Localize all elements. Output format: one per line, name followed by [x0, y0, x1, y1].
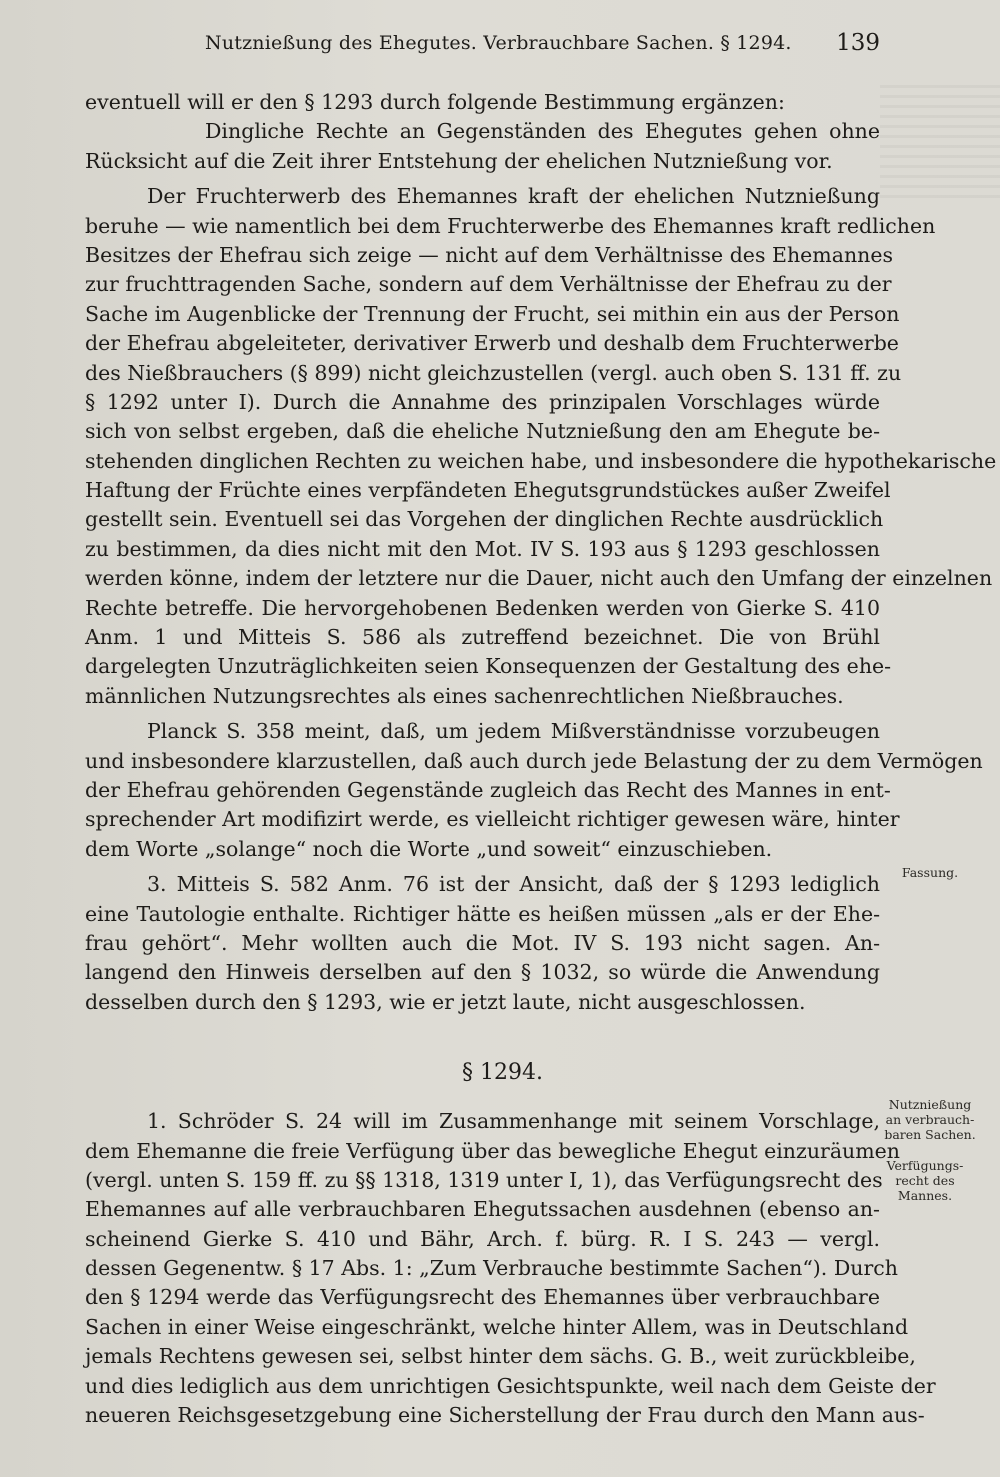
- section-heading: § 1294.: [462, 1060, 543, 1086]
- text-line: sprechender Art modifizirt werde, es vielleicht richtiger gewesen wäre, hinter: [85, 807, 900, 832]
- text-line: zur fruchttragenden Sache, sondern auf dem Verhältnisse der Ehefrau zu der: [85, 272, 892, 297]
- text-line: Ehemannes auf alle verbrauchbaren Ehegutssachen ausdehnen (ebenso an-: [85, 1197, 880, 1222]
- text-line: sich von selbst ergeben, daß die eheliche Nutznießung den am Ehegute be-: [85, 419, 880, 444]
- margin-note-line: recht des: [895, 1173, 955, 1188]
- text-line: 1. Schröder S. 24 will im Zusammenhange mit seinem Vorschlage,: [147, 1109, 880, 1134]
- text-line: Dingliche Rechte an Gegenständen des Ehegutes gehen ohne: [205, 119, 880, 144]
- text-line: dessen Gegenentw. § 17 Abs. 1: „Zum Verbrauche bestimmte Sachen“). Durch: [85, 1256, 898, 1281]
- text-line: stehenden dinglichen Rechten zu weichen habe, und insbesondere die hypothekarische: [85, 448, 997, 473]
- margin-note-nutzniessung: [880, 1097, 980, 1142]
- text-line: jemals Rechtens gewesen sei, selbst hinter dem sächs. G. B., weit zurückbleibe,: [85, 1344, 916, 1369]
- paragraph-planck: [85, 717, 983, 864]
- text-line: männlichen Nutzungsrechtes als eines sachenrechtlichen Nießbrauches.: [85, 683, 844, 708]
- text-line: Sachen in einer Weise eingeschränkt, welche hinter Allem, was in Deutschland: [85, 1314, 909, 1339]
- text-line: Rechte betreffe. Die hervorgehobenen Bedenken werden von Gierke S. 410: [85, 595, 880, 620]
- margin-note-fassung: [895, 865, 965, 880]
- text-line: Sache im Augenblicke der Trennung der Frucht, sei mithin ein aus der Person: [85, 301, 900, 326]
- margin-note-line: an verbrauch-: [885, 1112, 975, 1127]
- text-line: den § 1294 werde das Verfügungsrecht des Ehemannes über verbrauchbare: [85, 1285, 880, 1310]
- margin-note-line: Nutznießung: [888, 1097, 972, 1112]
- running-head: Nutznießung des Ehegutes. Verbrauchbare Sachen. § 1294.: [205, 32, 792, 54]
- bleed-through-shadow: [880, 85, 1000, 205]
- text-line: neueren Reichsgesetzgebung eine Sicherstellung der Frau durch den Mann aus-: [85, 1403, 925, 1428]
- margin-note-line: Verfügungs-: [886, 1158, 964, 1173]
- text-line: dargelegten Unzuträglichkeiten seien Konsequenzen der Gestaltung des ehe-: [85, 654, 892, 679]
- paragraph-intro: [85, 88, 880, 117]
- text-line: dem Worte „solange“ noch die Worte „und soweit“ einzuschieben.: [85, 836, 773, 861]
- margin-note-line: baren Sachen.: [884, 1127, 976, 1142]
- text-line: Planck S. 358 meint, daß, um jedem Mißverständnisse vorzubeugen: [147, 719, 880, 744]
- text-line: und insbesondere klarzustellen, daß auch durch jede Belastung der zu dem Vermögen: [85, 748, 983, 773]
- text-line: beruhe — wie namentlich bei dem Fruchterwerbe des Ehemannes kraft redlichen: [85, 213, 936, 238]
- text-line: scheinend Gierke S. 410 und Bähr, Arch. f. bürg. R. I S. 243 — vergl.: [85, 1226, 880, 1251]
- text-line: Der Fruchterwerb des Ehemannes kraft der ehelichen Nutznießung: [147, 184, 880, 209]
- text-line: Anm. 1 und Mitteis S. 586 als zutreffend bezeichnet. Die von Brühl: [85, 625, 880, 650]
- text-line: frau gehört“. Mehr wollten auch die Mot. IV S. 193 nicht sagen. An-: [85, 930, 880, 955]
- margin-note-verfuegungsrecht: [880, 1158, 970, 1203]
- margin-note-text: Fassung.: [901, 865, 959, 880]
- paragraph-mitteis: [85, 870, 880, 1017]
- text-line: gestellt sein. Eventuell sei das Vorgehen der dinglichen Rechte ausdrücklich: [85, 507, 884, 532]
- text-line: langend den Hinweis derselben auf den § 1032, so würde die Anwendung: [85, 960, 880, 985]
- margin-note-line: Mannes.: [897, 1188, 953, 1203]
- text-line: (vergl. unten S. 159 ff. zu §§ 1318, 1319 unter I, 1), das Verfügungsrecht des: [85, 1167, 883, 1192]
- text-line: 3. Mitteis S. 582 Anm. 76 ist der Ansicht, daß der § 1293 lediglich: [147, 872, 880, 897]
- text-line: des Nießbrauchers (§ 899) nicht gleichzustellen (vergl. auch oben S. 131 ff. zu: [85, 360, 902, 385]
- text-line: der Ehefrau gehörenden Gegenstände zugleich das Recht des Mannes in ent-: [85, 777, 891, 802]
- text-line: zu bestimmen, da dies nicht mit den Mot. IV S. 193 aus § 1293 geschlossen: [85, 536, 880, 561]
- text-line: eine Tautologie enthalte. Richtiger hätte es heißen müssen „als er der Ehe-: [85, 901, 880, 926]
- text-line: der Ehefrau abgeleiteter, derivativer Erwerb und deshalb dem Fruchterwerbe: [85, 331, 899, 356]
- text-line: § 1292 unter I). Durch die Annahme des prinzipalen Vorschlages würde: [85, 389, 880, 414]
- text-line: Haftung der Früchte eines verpfändeten Ehegutsgrundstückes außer Zweifel: [85, 478, 891, 503]
- text-line: dem Ehemanne die freie Verfügung über das bewegliche Ehegut einzuräumen: [85, 1138, 901, 1163]
- text-line: Rücksicht auf die Zeit ihrer Entstehung der ehelichen Nutznießung vor.: [85, 148, 833, 173]
- text-line: und dies lediglich aus dem unrichtigen Gesichtspunkte, weil nach dem Geiste der: [85, 1373, 936, 1398]
- page-number: 139: [836, 30, 880, 56]
- paragraph-quote: [85, 117, 880, 176]
- text-line: desselben durch den § 1293, wie er jetzt laute, nicht ausgeschlossen.: [85, 989, 806, 1014]
- paragraph-fruchterwerb: [85, 182, 997, 711]
- text-line: Besitzes der Ehefrau sich zeige — nicht auf dem Verhältnisse des Ehemannes: [85, 242, 893, 267]
- page-header: [85, 30, 880, 60]
- text-line: werden könne, indem der letztere nur die Dauer, nicht auch den Umfang der einzelnen: [85, 566, 993, 591]
- text-line: eventuell will er den § 1293 durch folgende Bestimmung ergänzen:: [85, 90, 785, 114]
